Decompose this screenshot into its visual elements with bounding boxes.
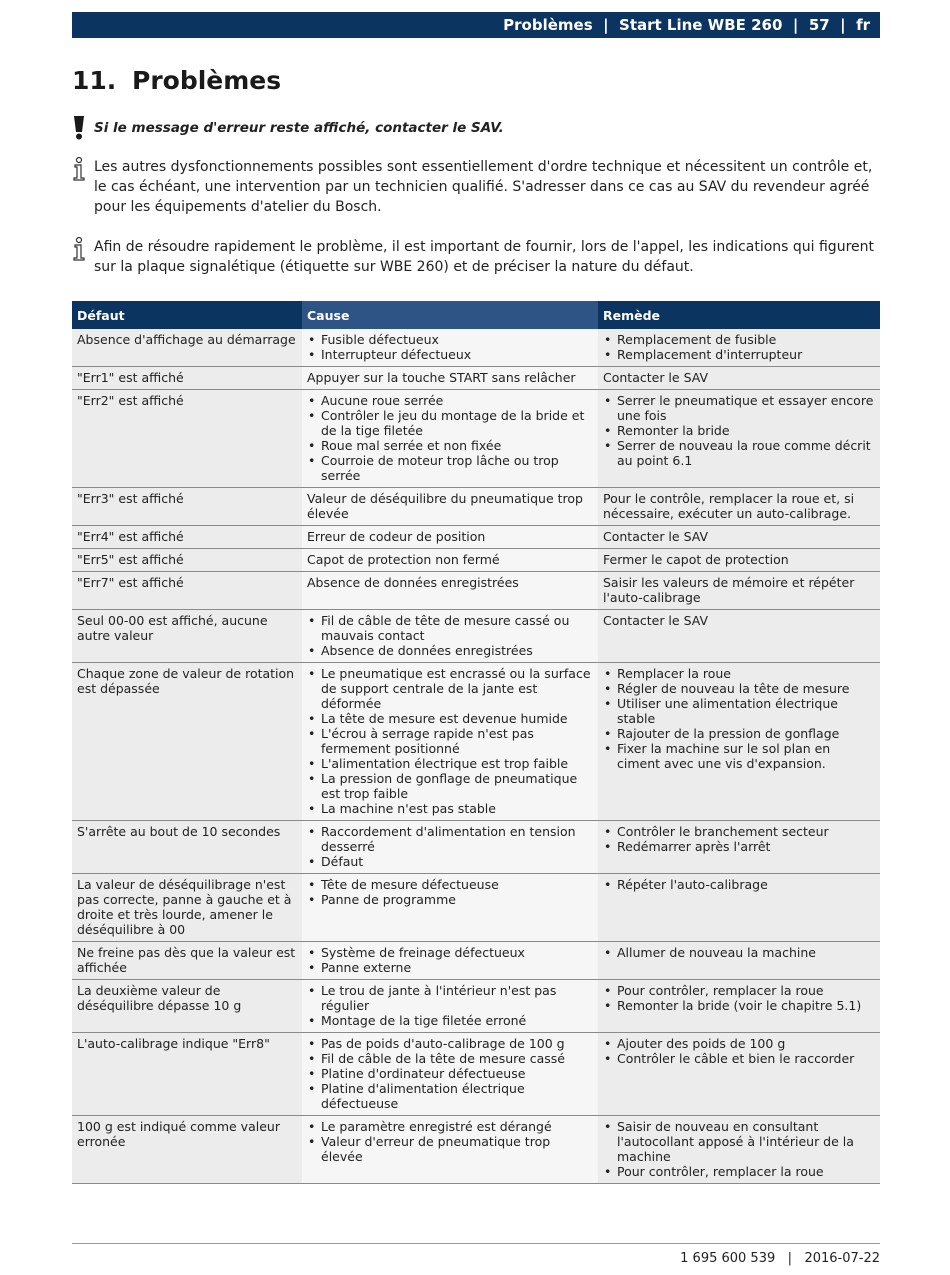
table-row	[72, 1116, 880, 1184]
bullet-list	[603, 877, 876, 892]
remedy-cell	[598, 663, 880, 821]
remedy-cell	[598, 1116, 880, 1184]
cause-cell: Erreur de codeur de position	[302, 526, 598, 549]
list-item: • Le pneumatique est encrassé ou la surface de support centrale de la jante est déformée	[321, 666, 594, 711]
bullet-list	[603, 666, 876, 771]
remedy-cell: Pour le contrôle, remplacer la roue et, si nécessaire, exécuter un auto-calibrage.	[598, 488, 880, 526]
fault-cell: "Err3" est affiché	[72, 488, 302, 526]
cause-cell: Absence de données enregistrées	[302, 572, 598, 610]
remedy-cell	[598, 1033, 880, 1116]
list-item: • Interrupteur défectueux	[321, 347, 594, 362]
list-item: • Rajouter de la pression de gonflage	[617, 726, 876, 741]
column-header-remedy: Remède	[598, 301, 880, 329]
header-language: fr	[856, 16, 870, 34]
section-title-text: Problèmes	[132, 66, 282, 95]
list-item: • Contrôler le branchement secteur	[617, 824, 876, 839]
list-item: • Fusible défectueux	[321, 332, 594, 347]
fault-cell: La deuxième valeur de déséquilibre dépasse 10 g	[72, 980, 302, 1033]
remedy-cell: Fermer le capot de protection	[598, 549, 880, 572]
bullet-list	[307, 613, 594, 658]
table-row	[72, 526, 880, 549]
cause-cell	[302, 610, 598, 663]
info-text-1: Les autres dysfonctionnements possibles sont essentiellement d'ordre technique et nécessitent un contrôle et, le cas échéant, une intervention par un technicien qualifié. S'adresser dans ce cas au SAV du revendeur agréé pour les équipements d'atelier du Bosch.	[94, 159, 873, 215]
list-item: • Contrôler le jeu du montage de la bride et de la tige filetée	[321, 408, 594, 438]
list-item: • Remplacement de fusible	[617, 332, 876, 347]
bullet-list	[603, 393, 876, 468]
remedy-cell: Saisir les valeurs de mémoire et répéter l'auto-calibrage	[598, 572, 880, 610]
list-item: • Répéter l'auto-calibrage	[617, 877, 876, 892]
warning-text: Si le message d'erreur reste affiché, contacter le SAV.	[94, 120, 504, 136]
header-product: Start Line WBE 260	[619, 16, 783, 34]
list-item: • Fil de câble de tête de mesure cassé ou mauvais contact	[321, 613, 594, 643]
bullet-list	[603, 1036, 876, 1066]
remedy-cell	[598, 942, 880, 980]
remedy-cell	[598, 390, 880, 488]
fault-cell: "Err5" est affiché	[72, 549, 302, 572]
fault-cell: Absence d'affichage au démarrage	[72, 329, 302, 367]
bullet-list	[307, 666, 594, 816]
fault-cell: 100 g est indiqué comme valeur erronée	[72, 1116, 302, 1184]
list-item: • Montage de la tige filetée erroné	[321, 1013, 594, 1028]
cause-cell	[302, 329, 598, 367]
list-item: • Raccordement d'alimentation en tension desserré	[321, 824, 594, 854]
bullet-list	[603, 945, 876, 960]
bullet-list	[307, 1119, 594, 1164]
bullet-list	[603, 824, 876, 854]
cause-cell	[302, 942, 598, 980]
table-row	[72, 942, 880, 980]
cause-cell	[302, 1033, 598, 1116]
exclamation-icon	[72, 116, 86, 144]
info-note-2	[72, 237, 882, 277]
footer-divider	[72, 1243, 880, 1244]
fault-cell: "Err4" est affiché	[72, 526, 302, 549]
list-item: • Ajouter des poids de 100 g	[617, 1036, 876, 1051]
list-item: • Régler de nouveau la tête de mesure	[617, 681, 876, 696]
table-row	[72, 390, 880, 488]
remedy-cell: Contacter le SAV	[598, 526, 880, 549]
info-text-2: Afin de résoudre rapidement le problème, il est important de fournir, lors de l'appel, les indications qui figurent sur la plaque signalétique (étiquette sur WBE 260) et de préciser la nature du défaut.	[94, 239, 874, 275]
list-item: • Allumer de nouveau la machine	[617, 945, 876, 960]
list-item: • Aucune roue serrée	[321, 393, 594, 408]
table-header-row	[72, 301, 880, 329]
list-item: • Remonter la bride (voir le chapitre 5.1)	[617, 998, 876, 1013]
list-item: • Serrer de nouveau la roue comme décrit au point 6.1	[617, 438, 876, 468]
bullet-list	[603, 983, 876, 1013]
section-number: 11.	[72, 66, 117, 95]
list-item: • Contrôler le câble et bien le raccorder	[617, 1051, 876, 1066]
remedy-cell	[598, 329, 880, 367]
list-item: • Panne externe	[321, 960, 594, 975]
list-item: • Saisir de nouveau en consultant l'autocollant apposé à l'intérieur de la machine	[617, 1119, 876, 1164]
cause-cell	[302, 663, 598, 821]
cause-cell: Appuyer sur la touche START sans relâcher	[302, 367, 598, 390]
list-item: • Serrer le pneumatique et essayer encore une fois	[617, 393, 876, 423]
cause-cell	[302, 1116, 598, 1184]
list-item: • Le trou de jante à l'intérieur n'est pas régulier	[321, 983, 594, 1013]
table-row	[72, 549, 880, 572]
cause-cell	[302, 874, 598, 942]
list-item: • Fil de câble de la tête de mesure cassé	[321, 1051, 594, 1066]
list-item: • Roue mal serrée et non fixée	[321, 438, 594, 453]
list-item: • Platine d'ordinateur défectueuse	[321, 1066, 594, 1081]
document-number: 1 695 600 539	[680, 1251, 776, 1266]
table-row	[72, 821, 880, 874]
cause-cell: Capot de protection non fermé	[302, 549, 598, 572]
table-row	[72, 874, 880, 942]
table-row	[72, 367, 880, 390]
fault-cell: L'auto-calibrage indique "Err8"	[72, 1033, 302, 1116]
bullet-list	[307, 983, 594, 1028]
running-header: Problèmes | Start Line WBE 260 | 57 | fr	[72, 12, 880, 38]
list-item: • La tête de mesure est devenue humide	[321, 711, 594, 726]
bullet-list	[307, 824, 594, 869]
list-item: • Absence de données enregistrées	[321, 643, 594, 658]
list-item: • Tête de mesure défectueuse	[321, 877, 594, 892]
troubleshooting-table	[72, 301, 880, 1184]
list-item: • Platine d'alimentation électrique défectueuse	[321, 1081, 594, 1111]
bullet-list	[603, 332, 876, 362]
fault-cell: S'arrête au bout de 10 secondes	[72, 821, 302, 874]
warning-note	[72, 116, 882, 138]
table-body	[72, 329, 880, 1184]
list-item: • Défaut	[321, 854, 594, 869]
table-row	[72, 610, 880, 663]
fault-cell: Chaque zone de valeur de rotation est dépassée	[72, 663, 302, 821]
list-item: • Pas de poids d'auto-calibrage de 100 g	[321, 1036, 594, 1051]
bullet-list	[307, 393, 594, 483]
info-icon	[72, 157, 88, 185]
list-item: • Redémarrer après l'arrêt	[617, 839, 876, 854]
table-row	[72, 488, 880, 526]
list-item: • Remplacement d'interrupteur	[617, 347, 876, 362]
info-icon	[72, 237, 88, 265]
list-item: • Remplacer la roue	[617, 666, 876, 681]
fault-cell: Seul 00-00 est affiché, aucune autre valeur	[72, 610, 302, 663]
cause-cell: Valeur de déséquilibre du pneumatique trop élevée	[302, 488, 598, 526]
list-item: • Valeur d'erreur de pneumatique trop élevée	[321, 1134, 594, 1164]
table-row	[72, 572, 880, 610]
header-page-number: 57	[808, 16, 830, 34]
fault-cell: Ne freine pas dès que la valeur est affichée	[72, 942, 302, 980]
info-note-1	[72, 157, 882, 217]
remedy-cell	[598, 821, 880, 874]
cause-cell	[302, 390, 598, 488]
column-header-cause: Cause	[302, 301, 598, 329]
bullet-list	[307, 332, 594, 362]
bullet-list	[307, 945, 594, 975]
list-item: • La machine n'est pas stable	[321, 801, 594, 816]
document-date: 2016-07-22	[804, 1251, 880, 1266]
remedy-cell	[598, 874, 880, 942]
column-header-fault: Défaut	[72, 301, 302, 329]
list-item: • Système de freinage défectueux	[321, 945, 594, 960]
bullet-list	[307, 877, 594, 907]
remedy-cell: Contacter le SAV	[598, 610, 880, 663]
list-item: • Fixer la machine sur le sol plan en ciment avec une vis d'expansion.	[617, 741, 876, 771]
fault-cell: La valeur de déséquilibrage n'est pas correcte, panne à gauche et à droite et très lourde, amener le déséquilibre à 00	[72, 874, 302, 942]
list-item: • Courroie de moteur trop lâche ou trop serrée	[321, 453, 594, 483]
list-item: • Utiliser une alimentation électrique stable	[617, 696, 876, 726]
list-item: • Le paramètre enregistré est dérangé	[321, 1119, 594, 1134]
list-item: • Remonter la bride	[617, 423, 876, 438]
table-row	[72, 1033, 880, 1116]
page-title	[72, 66, 281, 95]
fault-cell: "Err1" est affiché	[72, 367, 302, 390]
table-row	[72, 329, 880, 367]
fault-cell: "Err2" est affiché	[72, 390, 302, 488]
list-item: • Pour contrôler, remplacer la roue	[617, 983, 876, 998]
table-row	[72, 663, 880, 821]
table-row	[72, 980, 880, 1033]
fault-cell: "Err7" est affiché	[72, 572, 302, 610]
list-item: • L'écrou à serrage rapide n'est pas fermement positionné	[321, 726, 594, 756]
cause-cell	[302, 980, 598, 1033]
list-item: • L'alimentation électrique est trop faible	[321, 756, 594, 771]
bullet-list	[603, 1119, 876, 1179]
bullet-list	[307, 1036, 594, 1111]
remedy-cell	[598, 980, 880, 1033]
remedy-cell: Contacter le SAV	[598, 367, 880, 390]
list-item: • Panne de programme	[321, 892, 594, 907]
page-footer: 1 695 600 539 | 2016-07-22	[680, 1251, 880, 1266]
cause-cell	[302, 821, 598, 874]
list-item: • La pression de gonflage de pneumatique est trop faible	[321, 771, 594, 801]
header-section: Problèmes	[503, 16, 593, 34]
list-item: • Pour contrôler, remplacer la roue	[617, 1164, 876, 1179]
